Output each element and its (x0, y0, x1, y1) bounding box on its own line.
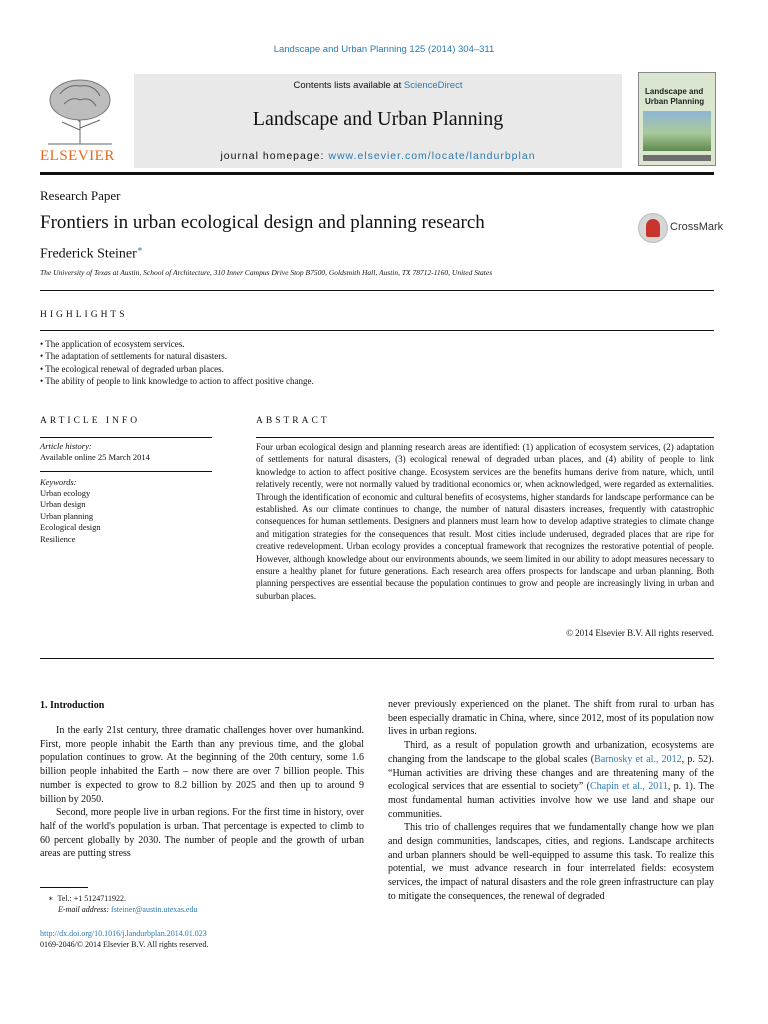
homepage-link[interactable]: www.elsevier.com/locate/landurbplan (328, 150, 536, 162)
abstract-copyright: © 2014 Elsevier B.V. All rights reserved. (566, 628, 714, 638)
crossmark-icon (638, 213, 668, 243)
divider (40, 437, 212, 438)
divider (40, 471, 212, 472)
citation-link[interactable]: Chapin et al., 2011 (589, 781, 668, 793)
keyword[interactable]: Urban ecology (40, 488, 91, 498)
divider (40, 658, 714, 659)
keyword[interactable]: Resilience (40, 533, 76, 544)
text: , p. 1). The most fundamental human activities involve how we use land and shape our communities. (388, 781, 715, 820)
paragraph (388, 739, 714, 821)
keyword[interactable]: Urban design (40, 499, 86, 510)
highlight-item: • The application of ecosystem services. (40, 338, 314, 350)
paragraph: Second, more people live in urban regions. For the first time in history, over half of the world's population is urban. That percentage is expected to climb to 60 percent globally by 2030. The number of people and the growth of urban areas are putting stress (40, 807, 364, 860)
email-label: E-mail address: (58, 905, 112, 914)
keyword[interactable]: Ecological design (40, 522, 101, 533)
cover-title-line2: Urban Planning (645, 97, 705, 106)
highlight-item: • The adaptation of settlements for natural disasters. (40, 350, 314, 362)
crossmark-badge[interactable] (638, 213, 722, 245)
divider (40, 330, 714, 331)
homepage-prefix: journal homepage: (220, 150, 329, 162)
text: Third, as a result of population growth and urbanization, ecosystems are changing from the landscape to the global scales ( (388, 740, 714, 765)
article-title: Frontiers in urban ecological design and planning research (40, 212, 485, 233)
crossmark-label: CrossMark (670, 221, 724, 233)
paragraph: This trio of challenges requires that we fundamentally change how we plan and design communities, landscapes, cities, and regions. Landscape architects and urban planners should be well-equipped to assume this task. To realize this potential, we must advance research in four interrelated fields: ecosystem services, the impact of natural disasters and the role green infrastructure can play to mitigate the consequences, the renewal of degraded (388, 822, 714, 902)
citation-link[interactable]: Barnosky et al., 2012 (594, 753, 682, 765)
article-history-value: Available online 25 March 2014 (40, 452, 150, 462)
doi-link[interactable]: http://dx.doi.org/10.1016/j.landurbplan.2014.01.023 (40, 929, 207, 938)
author-name[interactable]: Frederick Steiner (40, 246, 137, 262)
highlights-list (40, 338, 314, 388)
article-info-heading: ARTICLE INFO (40, 416, 141, 426)
cover-image (643, 111, 711, 151)
footnote-mark: ∗ (48, 894, 54, 903)
abstract-text: Four urban ecological design and planning research areas are identified: (1) application of ecosystem services, (2) adaptation of settlements for natural disasters, (3) ecological renewal of degraded urban places, and (4) ability of people to link knowledge to action to affect positive change. Ecosystem services are the benefits humans derive from nature, which, until relatively recently, were not normally valued by traditional economics or, when acknowledged, were regarded as externalities. Through the identification of economic and cultural benefits of ecosystems, higher standards for landscape performance can be established. As our climate continues to change, the number of natural disasters increases, frequently with catastrophic consequences for human settlements. Designers and planners must learn how to develop adaptive strategies to climate change and mitigation strategies for the consequences that result. Most cities include underused, degraded places that are ripe for creative redevelopment. Urban ecology provides a conceptual framework that recognizes the restorative potential of people. However, although knowledge about our environments abounds, we seem limited in our ability to adopt measures necessary to ensure a healthy planet for future generations. Each research area offers prospects for landscape and urban planning. Both planning perspectives are essential because the population continues to grow and people are increasingly living in urban and suburban places. (256, 442, 714, 601)
divider (40, 290, 714, 291)
header-divider (40, 172, 714, 175)
contents-line (134, 80, 622, 91)
journal-reference[interactable]: Landscape and Urban Planning 125 (2014) 304–311 (273, 44, 495, 55)
sciencedirect-link[interactable]: ScienceDirect (403, 80, 463, 91)
journal-cover-thumbnail[interactable] (638, 72, 716, 166)
cover-title-line1: Landscape and (645, 87, 704, 96)
email-link[interactable]: fsteiner@austin.utexas.edu (111, 905, 198, 914)
paragraph: In the early 21st century, three dramatic challenges hover over humankind. First, more people inhabit the Earth than any previous time, and the global population continues to grow. At the beginning of the 20th century, some 1.6 billion people inhabited the Earth – now there are over 7 billion people. This number is expected to grow to 8.2 billion by 2025 and then up to around 9 billion by 2050. (40, 725, 364, 805)
contents-prefix: Contents lists available at (293, 80, 404, 91)
journal-homepage (134, 150, 622, 162)
keywords-label: Keywords: (40, 477, 77, 487)
section-heading: 1. Introduction (40, 700, 105, 711)
journal-title: Landscape and Urban Planning (252, 108, 504, 130)
divider (256, 437, 714, 438)
cover-footer (643, 155, 711, 161)
doi-block (40, 928, 208, 950)
article-type: Research Paper (40, 188, 121, 203)
issn-line: 0169-2046/© 2014 Elsevier B.V. All rights reserved. (40, 940, 209, 949)
footnote (40, 893, 197, 915)
text: , p. 52). “Human activities are driving these changes and are threatening many of the ecological services that are essential to society” ( (388, 753, 714, 793)
author-footnote-mark[interactable]: ∗ (136, 244, 143, 254)
abstract-heading: ABSTRACT (256, 416, 330, 426)
highlights-heading: HIGHLIGHTS (40, 310, 128, 320)
body-left-column (40, 724, 364, 861)
highlight-item: • The ability of people to link knowledge to action to affect positive change. (40, 375, 314, 387)
footnote-divider (40, 887, 88, 888)
author-affiliation: The University of Texas at Austin, School of Architecture, 310 Inner Campus Drive Stop B7500, Goldsmith Hall, Austin, TX 78712-1160, United States (40, 268, 493, 277)
keywords-list (40, 488, 101, 545)
paragraph: never previously experienced on the planet. The shift from rural to urban has been especially dramatic in China, where, since 2012, most of its population now lives in urban regions. (388, 699, 714, 738)
body-right-column (388, 698, 714, 904)
highlight-item: • The ecological renewal of degraded urban places. (40, 363, 314, 375)
author-line (40, 244, 143, 263)
elsevier-wordmark: ELSEVIER (40, 148, 115, 164)
keyword[interactable]: Urban planning (40, 510, 94, 521)
article-history-label: Article history: (40, 441, 92, 451)
footnote-tel: Tel.: +1 5124711922. (57, 894, 126, 903)
